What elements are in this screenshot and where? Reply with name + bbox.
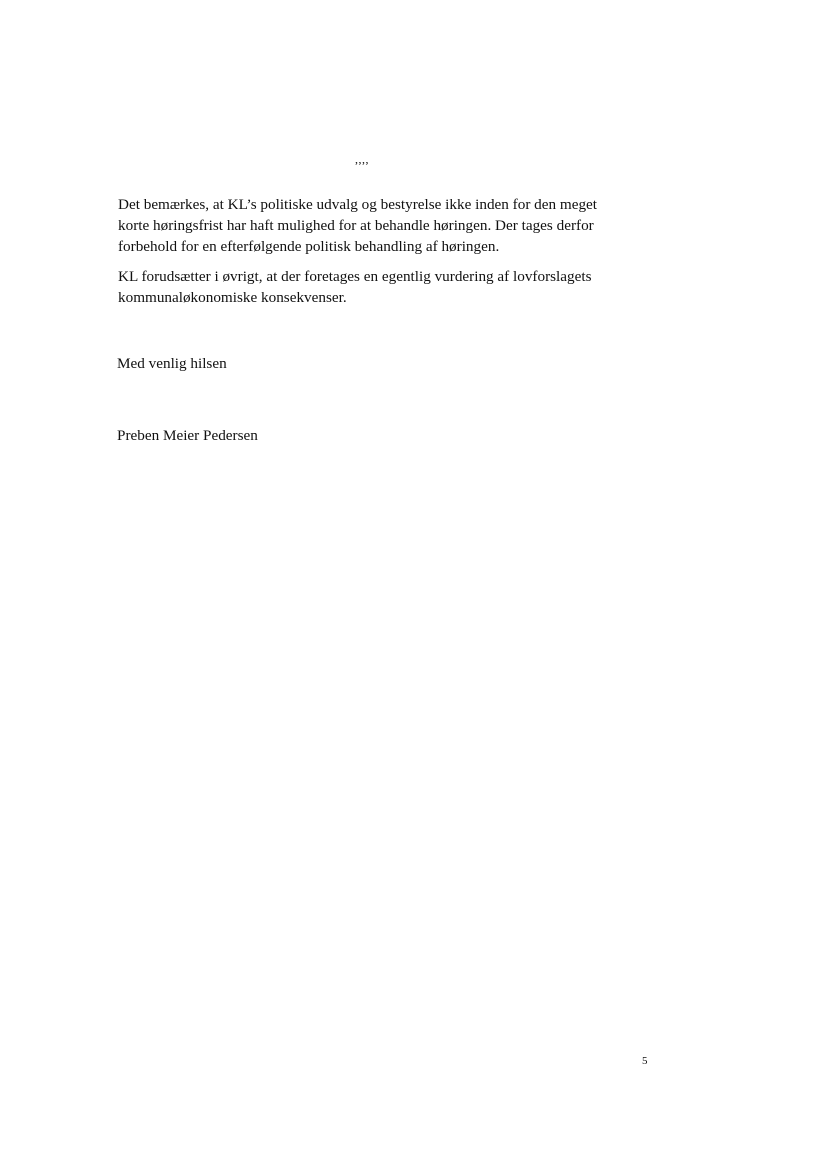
page-number: 5 xyxy=(642,1055,648,1067)
signatory-name: Preben Meier Pedersen xyxy=(117,427,258,444)
closing-greeting: Med venlig hilsen xyxy=(117,355,227,372)
paragraph-hearing-deadline: Det bemærkes, at KL’s politiske udvalg og bestyrelse ikke inden for den meget korte høringsfrist har haft mulighed for at behandle høringen. Der tages derfor forbehold for en efterfølgende politisk behandling af høringen. xyxy=(118,196,598,255)
quote-marker: ,,,, xyxy=(355,152,369,166)
paragraph-economic-consequences: KL forudsætter i øvrigt, at der foretages en egentlig vurdering af lovforslagets kommunaløkonomiske konsekvenser. xyxy=(118,268,592,306)
